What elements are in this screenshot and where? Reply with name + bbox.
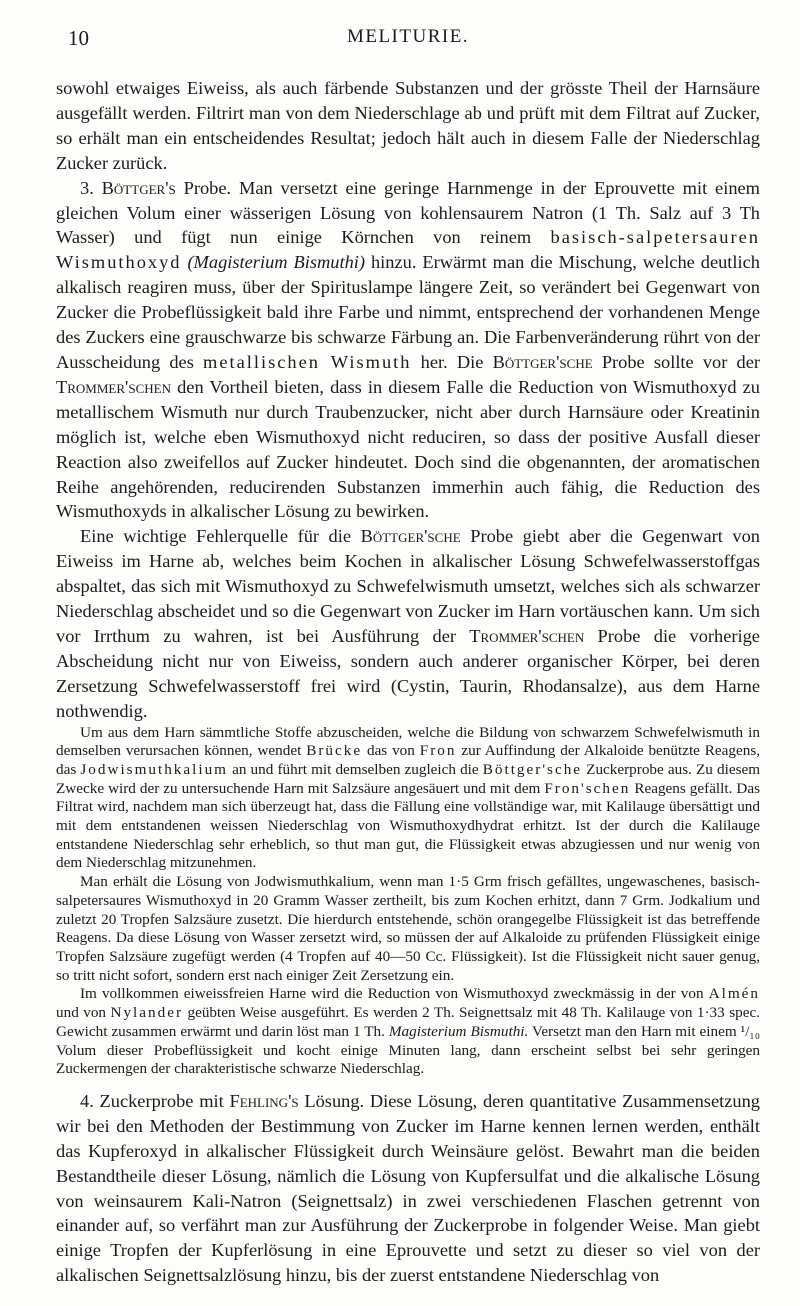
paragraph-1: sowohl etwaiges Eiweiss, als auch färbende Substanzen und der grösste Theil der Harnsäure ausgefällt werden. Filtrirt man von dem Niederschlage ab und prüft mit dem Filtrat auf Zucker, so erhält man ein entscheidendes Resultat; jedoch hält auch in diesem Falle der Niederschlag Zucker zurück. [56,78,760,173]
author-name: Böttger'sche [360,526,461,547]
section-number: 3. [80,177,94,198]
author-name: Trommer'schen [56,376,171,397]
author-name: Fehling's [229,1090,299,1111]
author-name: Böttger's [101,177,176,198]
small-print-notes [56,724,760,1079]
page-number: 10 [68,26,89,50]
main-text [56,76,760,724]
running-title: MELITURIE. [346,26,470,47]
note-almen-nylander: Im vollkommen eiweissfreien Harne wird die Reduction von Wismuthoxyd zweckmässig in der von Almén und von Nylander geübten Weise ausgeführt. Es werden 2 Th. Seignettsalz mit 48 Th. Kalilauge von 1·33 spec. Gewicht zusammen erwärmt und darin löst man 1 Th. Magisterium Bismuthi. Versetzt man den Harn mit einem ¹/₁₀ Volum dieser Probeflüssigkeit und kocht einige Minuten lang, dann erscheint selbst bei sehr geringen Zuckermengen der charakteristische schwarze Niederschlag. [56,985,761,1078]
paragraph-fehlerquelle: Eine wichtige Fehlerquelle für die Böttger'sche Probe giebt aber die Gegenwart von Eiweiss im Harne ab, welches beim Kochen in alkalischer Lösung Schwefelwasserstoffgas abspaltet, das sich mit Wismuthoxyd zu Schwefelwismuth umsetzt, welches sich als schwarzer Niederschlag abscheidet und so die Gegenwart von Zucker im Harn vortäuschen kann. Um sich vor Irrthum zu wahren, ist bei Ausführung der Trommer'schen Probe die vorherige Abscheidung nicht nur von Eiweiss, sondern auch anderer organischer Körper, bei deren Zersetzung Schwefelwasserstoff frei wird (Cystin, Taurin, Rhodansalze), aus dem Harne nothwendig. [56,526,760,721]
spaced-term: basisch-salpetersauren Wismuthoxyd [56,227,760,273]
book-page [56,26,760,1288]
paragraph-boettger-probe: 3. Böttger's Probe. Man versetzt eine geringe Harnmenge in der Eprouvette mit einem gleichen Volum einer wässerigen Lösung von kohlensaurem Natron (1 Th. Salz auf 3 Th Wasser) und fügt nun einige Körnchen von reinem basisch-salpetersauren Wismuthoxyd (Magisterium Bismuthi) hinzu. Erwärmt man die Mischung, welche deutlich alkalisch reagiren muss, über der Spirituslampe längere Zeit, so verändert bei Gegenwart von Zucker die Probeflüssigkeit bald ihre Farbe und nimmt, entsprechend der vorhandenen Menge des Zuckers eine grauschwarze bis schwarze Färbung an. Die Farbenveränderung rührt von der Ausscheidung des metallischen Wismuth her. Die Böttger'sche Probe sollte vor der Trommer'schen den Vortheil bieten, dass in diesem Falle die Reduction von Wismuthoxyd zu metallischem Wismuth nur durch Traubenzucker, nicht aber durch Harnsäure oder Kreatinin möglich ist, welche eben Wismuthoxyd nicht reduciren, so dass der positive Ausfall dieser Reaction also zweifellos auf Zucker hindeutet. Doch sind die obgenannten, der aromatischen Reihe angehörenden, reducirenden Substanzen immerhin auch fähig, die Reduction des Wismuthoxyds in alkalischer Lösung zu bewirken. [56,177,760,522]
main-text-continued [56,1089,760,1288]
note-jodwismuthkalium: Man erhält die Lösung von Jodwismuthkalium, wenn man 1·5 Grm frisch gefälltes, ungewaschenes, basisch-salpetersaures Wismuthoxyd in 20 Gramm Wasser zertheilt, bis zum Kochen erhitzt, dann 7 Grm. Jodkalium und zuletzt 20 Tropfen Salzsäure zusetzt. Die hierdurch entstehende, schön orangegelbe Flüssigkeit ist das betreffende Reagens. Da diese Lösung von Wasser zersetzt wird, so müssen der auf Alkaloide zu prüfenden Flüssigkeit einige Tropfen Salzsäure zugefügt werden (4 Tropfen auf 40—50 Cc. Flüssigkeit). Ist die Flüssigkeit nicht sauer genug, so tritt nicht sofort, sondern erst nach einiger Zeit Zersetzung ein. [56,873,760,984]
author-name: Böttger'sche [492,351,593,372]
page-header [56,26,760,56]
italic-term: (Magisterium Bismuthi) [187,252,366,273]
paragraph-fehling: 4. Zuckerprobe mit Fehling's Lösung. Diese Lösung, deren quantitative Zusammensetzung wir bei den Methoden der Bestimmung von Zucker im Harne kennen lernen werden, enthält das Kupferoxyd in alkalischer Flüssigkeit durch Weinsäure gelöst. Bewahrt man die beiden Bestandtheile dieser Lösung, nämlich die Lösung von Kupfersulfat und die alkalische Lösung von weinsaurem Kali-Natron (Seignettsalz) in zwei verschiedenen Flaschen getrennt von einander auf, so verfährt man zur Ausführung der Zuckerprobe in folgender Weise. Man giebt einige Tropfen der Kupferlösung in eine Eprouvette und setzt zu dieser so viel von der alkalischen Seignettsalzlösung hinzu, bis der zuerst entstandene Niederschlag von [56,1090,760,1286]
note-bruecke: Um aus dem Harn sämmtliche Stoffe abzuscheiden, welche die Bildung von schwarzem Schwefelwismuth in demselben verursachen können, wendet Brücke das von Fron zur Auffindung der Alkaloide benützte Reagens, das Jodwismuthkalium an und führt mit demselben zugleich die Böttger'sche Zuckerprobe aus. Zu diesem Zwecke wird der zu untersuchende Harn mit Salzsäure angesäuert und mit dem Fron'schen Reagens gefällt. Das Filtrat wird, nachdem man sich überzeugt hat, dass die Fällung eine vollständige war, mit Kalilauge übersättigt und mit dem entstandenen weissen Niederschlag von Wismuthoxydhydrat erhitzt. Ist der durch die Kalilauge entstandene Niederschlag sehr erheblich, so thut man gut, die Flüssigkeit etwas abzugiessen und nur wenig von dem Niederschlag mitzunehmen. [56,723,761,872]
author-name: Trommer'schen [469,625,585,646]
spaced-term: metallischen Wismuth [203,351,412,372]
